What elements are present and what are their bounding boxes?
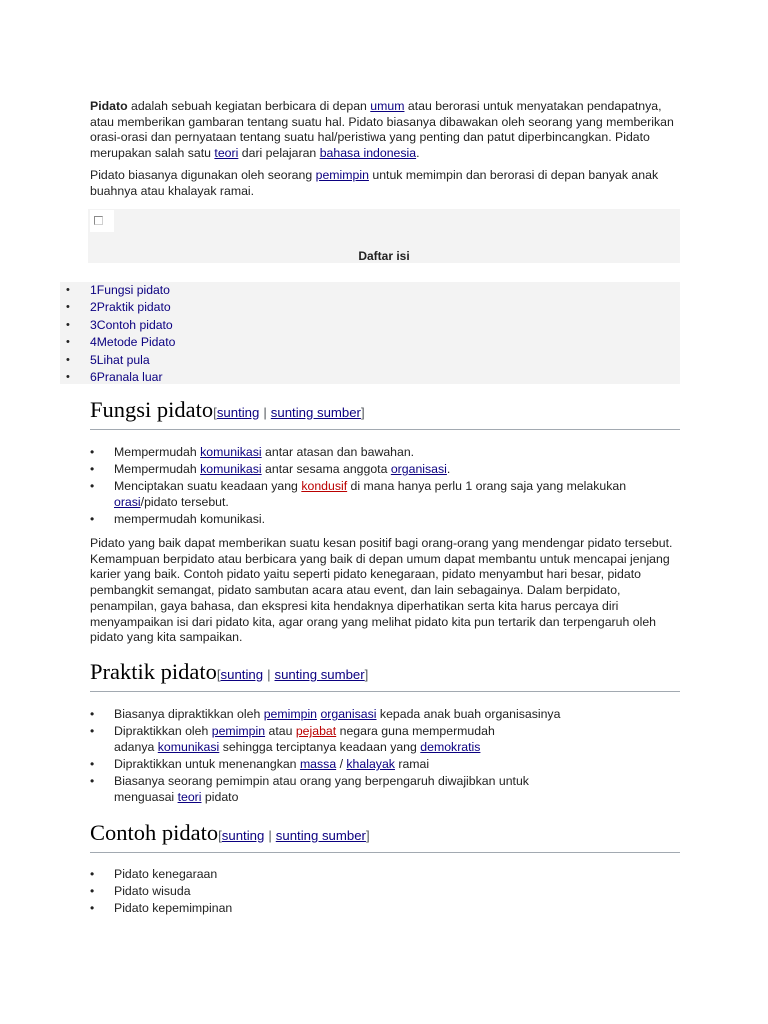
section-title: Fungsi pidato bbox=[90, 397, 214, 422]
separator: | bbox=[268, 828, 272, 843]
fungsi-list bbox=[90, 445, 680, 529]
toc-label[interactable]: Lihat pula bbox=[96, 352, 150, 367]
link-orasi[interactable]: orasi bbox=[114, 494, 141, 509]
item-text: Menciptakan suatu keadaan yang bbox=[114, 479, 302, 494]
section-title: Praktik pidato bbox=[90, 659, 217, 684]
link-pemimpin[interactable]: pemimpin bbox=[211, 724, 266, 739]
toc-item[interactable] bbox=[60, 317, 680, 334]
link-umum[interactable]: umum bbox=[370, 99, 405, 113]
edit-source-link[interactable]: sunting sumber bbox=[275, 828, 366, 843]
praktik-list bbox=[90, 707, 680, 807]
toc-label[interactable]: Contoh pidato bbox=[96, 317, 173, 332]
intro-paragraph-1 bbox=[90, 99, 682, 161]
toc-item[interactable] bbox=[60, 352, 680, 369]
toc-toggle-checkbox[interactable] bbox=[90, 210, 114, 232]
item-text: Mempermudah bbox=[114, 462, 201, 477]
list-item bbox=[90, 445, 680, 461]
list-item: • Pidato kepemimpinan bbox=[90, 901, 680, 917]
intro-bold-term: Pidato bbox=[90, 99, 128, 113]
intro-paragraph-2 bbox=[90, 168, 682, 199]
link-bahasa-indonesia[interactable]: bahasa indonesia bbox=[319, 145, 417, 160]
link-teori[interactable]: teori bbox=[214, 145, 239, 160]
item-text: Dipraktikkan untuk menenangkan bbox=[114, 756, 300, 771]
article-body bbox=[90, 99, 682, 263]
bracket: ] bbox=[364, 667, 369, 682]
link-kondusif[interactable]: kondusif bbox=[301, 479, 348, 494]
bracket: [ bbox=[218, 828, 222, 843]
item-text: Biasanya dipraktikkan oleh bbox=[114, 707, 264, 721]
toc-number: 4 bbox=[90, 335, 97, 350]
link-organisasi[interactable]: organisasi bbox=[390, 462, 447, 477]
toc-number: 6 bbox=[90, 369, 97, 384]
list-item: • Pidato wisuda bbox=[90, 884, 680, 900]
link-pemimpin[interactable]: pemimpin bbox=[315, 168, 369, 183]
intro-text: Pidato biasanya digunakan oleh seorang bbox=[90, 168, 316, 183]
link-khalayak[interactable]: khalayak bbox=[346, 756, 395, 771]
toc-number: 5 bbox=[90, 352, 97, 367]
toc-item[interactable] bbox=[60, 369, 680, 386]
item-text: Dipraktikkan oleh bbox=[114, 724, 212, 739]
bracket: [ bbox=[213, 405, 217, 420]
intro-text: adalah sebuah kegiatan berbicara di depan bbox=[127, 99, 371, 113]
edit-links bbox=[213, 405, 364, 420]
item-text: Biasanya seorang pemimpin atau orang yang berpengaruh diwajibkan untuk menguasai bbox=[114, 774, 529, 804]
list-item bbox=[90, 479, 680, 511]
edit-link[interactable]: sunting bbox=[220, 667, 264, 682]
toc-number: 1 bbox=[90, 283, 97, 297]
item-text: pidato bbox=[201, 789, 239, 804]
toc-label[interactable]: Pranala luar bbox=[96, 369, 163, 384]
toc-label[interactable]: Praktik pidato bbox=[96, 300, 171, 315]
fungsi-paragraph: Pidato yang baik dapat memberikan suatu kesan positif bagi orang-orang yang mendengar pidato tersebut. Kemampuan berpidato atau berbicara yang baik di depan umum dapat membantu untuk mencapai jenjang karier yang baik. Contoh pidato yaitu seperti pidato kenegaraan, pidato menyambut hari besar, pidato pembangkit semangat, pidato sambutan acara atau event, dan lain sebagainya. Dalam berpidato, penampilan, gaya bahasa, dan ekspresi kita hendaknya diperhatikan serta kita harus percaya diri menyampaikan isi dari pidato kita, agar orang yang melihat pidato kita pun tertarik dan terpengaruh oleh pidato yang kita sampaikan. bbox=[90, 536, 673, 645]
edit-links bbox=[218, 828, 369, 843]
intro-text: . bbox=[416, 145, 420, 160]
toc-item[interactable] bbox=[60, 282, 680, 299]
heading-fungsi-pidato bbox=[90, 397, 680, 430]
item-text: kepada anak buah organisasinya bbox=[376, 707, 561, 721]
item-text: antar sesama anggota bbox=[261, 462, 391, 477]
heading-praktik-pidato bbox=[90, 659, 680, 692]
link-pejabat[interactable]: pejabat bbox=[295, 724, 337, 739]
link-komunikasi[interactable]: komunikasi bbox=[157, 739, 220, 754]
edit-links bbox=[217, 667, 368, 682]
toc-label[interactable]: Metode Pidato bbox=[96, 335, 176, 350]
bracket: ] bbox=[365, 828, 370, 843]
list-item bbox=[90, 707, 680, 723]
section-title: Contoh pidato bbox=[90, 820, 219, 845]
toc-label[interactable]: Fungsi pidato bbox=[96, 283, 170, 297]
toc-title: Daftar isi bbox=[358, 248, 410, 263]
link-teori[interactable]: teori bbox=[177, 789, 202, 804]
toc-header bbox=[88, 209, 680, 263]
bracket: [ bbox=[216, 667, 221, 682]
list-item bbox=[90, 774, 680, 806]
toc-item[interactable] bbox=[60, 299, 680, 316]
toc-item[interactable] bbox=[60, 334, 680, 351]
item-text: /pidato tersebut. bbox=[140, 494, 229, 509]
toc-number: 2 bbox=[90, 300, 97, 315]
item-text: . bbox=[446, 462, 451, 477]
checkbox-icon bbox=[94, 216, 103, 225]
bracket: ] bbox=[360, 405, 365, 420]
item-text: di mana hanya perlu 1 orang saja yang melakukan bbox=[347, 479, 627, 494]
list-item bbox=[90, 512, 680, 528]
list-item bbox=[90, 462, 680, 478]
item-text: mempermudah komunikasi. bbox=[114, 512, 266, 527]
link-pemimpin[interactable]: pemimpin bbox=[263, 707, 318, 721]
intro-text: dari pelajaran bbox=[238, 145, 320, 160]
link-organisasi[interactable]: organisasi bbox=[320, 707, 377, 721]
intro-text: untuk memimpin dan berorasi di depan banyak anak buahnya atau khalayak ramai. bbox=[90, 168, 659, 198]
separator: | bbox=[267, 667, 271, 682]
separator: | bbox=[263, 405, 267, 420]
edit-link[interactable]: sunting bbox=[221, 828, 265, 843]
item-text: antar atasan dan bawahan. bbox=[261, 445, 415, 459]
edit-source-link[interactable]: sunting sumber bbox=[270, 405, 361, 420]
item-text: negara guna mempermudah adanya bbox=[114, 724, 495, 754]
contoh-list bbox=[90, 867, 680, 918]
link-komunikasi[interactable]: komunikasi bbox=[200, 445, 262, 459]
intro-text: atau berorasi untuk menyatakan pendapatnya, atau memberikan gambaran tentang suatu hal. Pidato biasanya dibawakan oleh seorang yang memberikan orasi-orasi dan pernyataan tentang suatu hal/peristiwa yang penting dan patut diperbincangkan. Pidato merupakan salah satu bbox=[90, 99, 674, 160]
link-massa[interactable]: massa bbox=[299, 756, 337, 771]
item-text: / bbox=[336, 756, 347, 771]
toc-number: 3 bbox=[90, 317, 97, 332]
item-text: ramai bbox=[394, 756, 430, 771]
heading-contoh-pidato bbox=[90, 820, 680, 853]
list-item bbox=[90, 757, 680, 773]
link-demokratis[interactable]: demokratis bbox=[420, 739, 481, 754]
list-item: • Pidato kenegaraan bbox=[90, 867, 680, 883]
item-text: atau bbox=[265, 724, 296, 739]
edit-link[interactable]: sunting bbox=[216, 405, 260, 420]
item-text: Mempermudah bbox=[114, 445, 201, 459]
item-text: sehingga terciptanya keadaan yang bbox=[219, 739, 421, 754]
toc-list bbox=[60, 282, 680, 384]
link-komunikasi[interactable]: komunikasi bbox=[200, 462, 262, 477]
edit-source-link[interactable]: sunting sumber bbox=[274, 667, 365, 682]
list-item bbox=[90, 724, 680, 756]
